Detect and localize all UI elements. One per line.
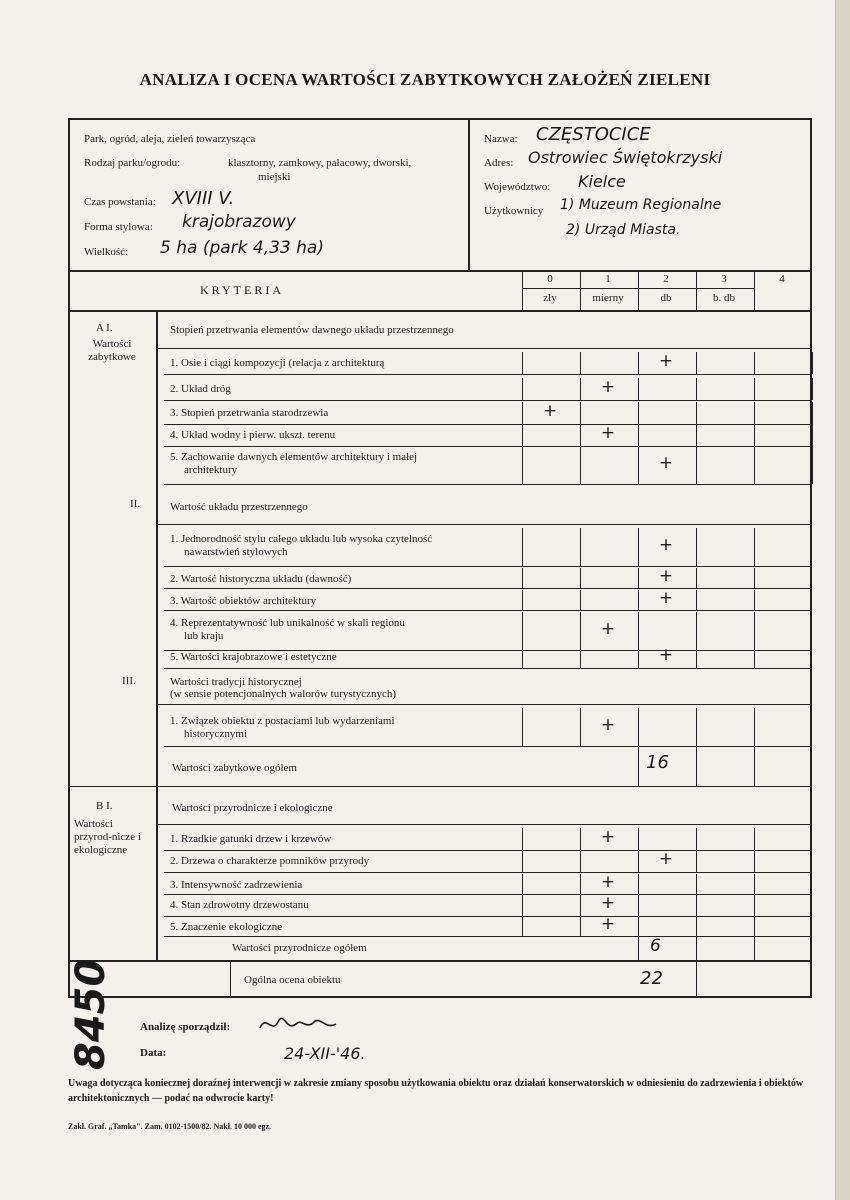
period-value: XVIII V. — [172, 188, 235, 209]
size-label: Wielkość: — [84, 246, 129, 258]
criteria-row-label: 4. Reprezentatywność lub unikalność w skali regionu — [170, 617, 405, 629]
criteria-row-label: 5. Znaczenie ekologiczne — [170, 921, 283, 933]
name-value: CZĘSTOCICE — [536, 124, 651, 145]
period-label: Czas powstania: — [84, 196, 156, 208]
sub3-title-2: (w sensie potencjonalnych walorów turystycznych) — [170, 688, 397, 700]
criteria-row-label: 3. Intensywność zadrzewienia — [170, 879, 303, 891]
criteria-row-label-2: historycznymi — [184, 728, 247, 740]
page-title: ANALIZA I OCENA WARTOŚCI ZABYTKOWYCH ZAŁOŻEŃ ZIELENI — [139, 70, 711, 89]
park-kind-options: klasztorny, zamkowy, pałacowy, dworski, — [228, 157, 412, 169]
park-type-line: Park, ogród, aleja, zieleń towarzysząca — [84, 133, 256, 145]
grade-0: zły — [543, 292, 557, 304]
note: Uwaga dotycząca koniecznej doraźnej interwencji w zakresie zmiany sposobu użytkowania obiektu oraz działań konserwatorskich w odniesieniu do zadrzewienia i obiektów architektonicznych — podać na odwrocie karty! — [68, 1078, 804, 1104]
section-b-total-label: Wartości przyrodnicze ogółem — [232, 942, 367, 954]
criteria-row-label: 2. Drzewa o charakterze pomników przyrody — [170, 855, 370, 867]
criteria-row-label: 5. Wartości krajobrazowe i estetyczne — [170, 651, 337, 663]
criteria-row-label: 1. Związek obiektu z postaciami lub wydarzeniami — [170, 715, 395, 727]
criteria-mark: + — [600, 827, 616, 847]
score-2: 2 — [663, 273, 669, 285]
section-a-total-label: Wartości zabytkowe ogółem — [172, 762, 297, 774]
criteria-row-label-2: architektury — [184, 464, 238, 476]
criteria-mark: + — [658, 645, 674, 665]
score-4: 4 — [779, 273, 785, 285]
criteria-row-label: 4. Stan zdrowotny drzewostanu — [170, 899, 309, 911]
section-a-roman-2: II. — [130, 498, 141, 510]
voivodeship-value: Kielce — [578, 172, 626, 191]
date-value: 24-XII-'46. — [284, 1044, 366, 1063]
criteria-mark: + — [600, 893, 616, 913]
criteria-mark: + — [542, 401, 558, 421]
size-value: 5 ha (park 4,33 ha) — [160, 238, 324, 258]
criteria-row-label: 1. Jednorodność stylu całego układu lub wysoka czytelność — [170, 533, 433, 545]
sub2-title: Wartość układu przestrzennego — [170, 501, 308, 513]
criteria-mark: + — [600, 872, 616, 892]
grade-1: mierny — [592, 292, 624, 304]
criteria-mark: + — [600, 377, 616, 397]
criteria-mark: + — [658, 535, 674, 555]
style-label: Forma stylowa: — [84, 221, 153, 233]
park-kind-label: Rodzaj parku/ogrodu: — [84, 157, 181, 169]
criteria-mark: + — [658, 566, 674, 586]
section-b-group-title: Wartości przyrod-nicze i ekologiczne — [74, 818, 141, 856]
park-kind-options-2: miejski — [258, 171, 291, 183]
style-value: krajobrazowy — [182, 212, 296, 232]
address-label: Adres: — [484, 157, 514, 169]
criteria-mark: + — [658, 453, 674, 473]
prepared-label: Analizę sporządził: — [140, 1021, 231, 1033]
criteria-label: KRYTERIA — [200, 283, 284, 297]
criteria-mark: + — [658, 849, 674, 869]
overall-value: 22 — [640, 968, 663, 989]
section-a-roman: A I. — [96, 322, 113, 334]
users-value-2: 2) Urząd Miasta. — [566, 222, 681, 238]
grade-3: b. db — [713, 292, 735, 304]
signature — [256, 1004, 356, 1044]
criteria-row-label: 4. Układ wodny i pierw. ukszt. terenu — [170, 429, 336, 441]
criteria-mark: + — [600, 914, 616, 934]
criteria-row-label: 3. Stopień przetrwania starodrzewia — [170, 407, 329, 419]
criteria-mark: + — [600, 715, 616, 735]
grade-2: db — [660, 292, 672, 304]
sub3-title: Wartości tradycji historycznej — [170, 676, 302, 688]
criteria-row-label-2: nawarstwień stylowych — [184, 546, 288, 558]
criteria-row-label: 3. Wartość obiektów architektury — [170, 595, 317, 607]
section-a-group-title: Wartości zabytkowe — [88, 338, 136, 363]
criteria-row-label: 2. Wartość historyczna układu (dawność) — [170, 573, 352, 585]
sub1-title: Stopień przetrwania elementów dawnego układu przestrzennego — [170, 324, 454, 336]
section-b-total-value: 6 — [650, 936, 661, 956]
criteria-row-label: 5. Zachowanie dawnych elementów architektury i małej — [170, 451, 418, 463]
criteria-mark: + — [658, 588, 674, 608]
users-label: Użytkownicy — [484, 205, 544, 217]
criteria-row-label: 1. Osie i ciągi kompozycji (relacja z architekturą — [170, 357, 385, 369]
address-value: Ostrowiec Świętokrzyski — [528, 148, 723, 167]
overall-label: Ogólna ocena obiektu — [244, 974, 341, 986]
criteria-mark: + — [600, 619, 616, 639]
binder-edge — [835, 0, 850, 1200]
criteria-row-label: 2. Układ dróg — [170, 383, 231, 395]
date-label: Data: — [140, 1047, 167, 1059]
section-b-roman: B I. — [96, 800, 113, 812]
section-a-roman-3: III. — [122, 675, 136, 687]
section-a-total-value: 16 — [646, 752, 669, 773]
score-1: 1 — [605, 273, 611, 285]
criteria-mark: + — [600, 423, 616, 443]
criteria-row-label-2: lub kraju — [184, 630, 224, 642]
printer-info: Zakł. Graf. „Tamka". Zam. 0102-1500/82. Nakł. 10 000 egz. — [68, 1122, 272, 1131]
section-b-sub-title: Wartości przyrodnicze i ekologiczne — [172, 802, 333, 814]
criteria-row-label: 1. Rzadkie gatunki drzew i krzewów — [170, 833, 332, 845]
voivodeship-label: Województwo: — [484, 181, 551, 193]
stamp-number: 8450 — [68, 958, 114, 1070]
criteria-mark: + — [658, 351, 674, 371]
score-0: 0 — [547, 273, 553, 285]
users-value-1: 1) Muzeum Regionalne — [560, 197, 722, 213]
score-3: 3 — [721, 273, 727, 285]
name-label: Nazwa: — [484, 133, 518, 145]
